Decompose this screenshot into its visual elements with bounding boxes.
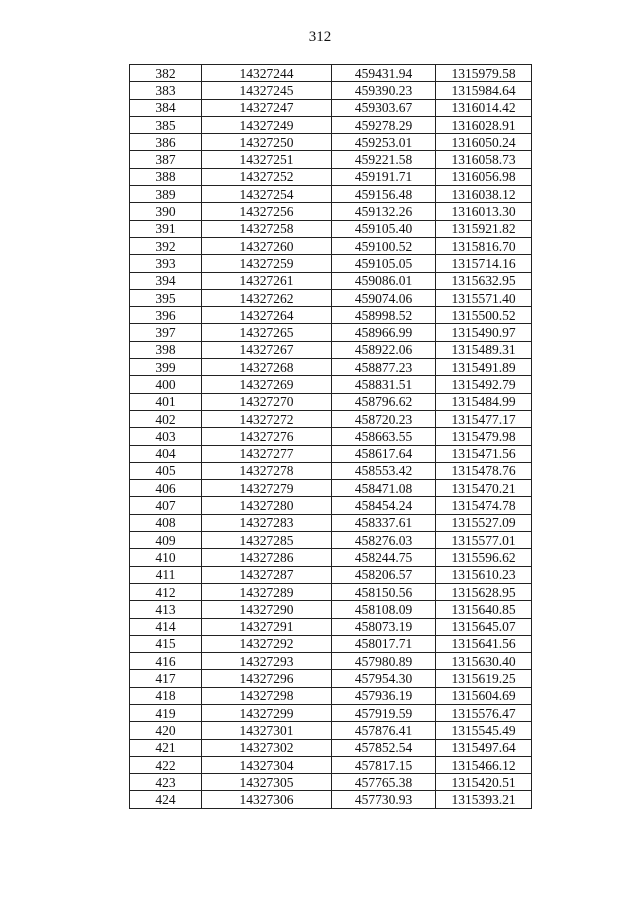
- table-row: [130, 376, 532, 393]
- point-code-cell: 14327258: [202, 220, 332, 237]
- y-coordinate-cell: 1315714.16: [436, 255, 532, 272]
- point-index-cell: 388: [130, 168, 202, 185]
- y-coordinate-cell: 1315500.52: [436, 307, 532, 324]
- x-coordinate-cell: 457817.15: [332, 756, 436, 773]
- x-coordinate-cell: 459253.01: [332, 134, 436, 151]
- table-row: [130, 220, 532, 237]
- y-coordinate-cell: 1315604.69: [436, 687, 532, 704]
- point-code-cell: 14327277: [202, 445, 332, 462]
- point-code-cell: 14327298: [202, 687, 332, 704]
- point-code-cell: 14327269: [202, 376, 332, 393]
- table-row: [130, 65, 532, 82]
- x-coordinate-cell: 459191.71: [332, 168, 436, 185]
- point-index-cell: 415: [130, 635, 202, 652]
- x-coordinate-cell: 458720.23: [332, 410, 436, 427]
- y-coordinate-cell: 1315610.23: [436, 566, 532, 583]
- point-index-cell: 403: [130, 428, 202, 445]
- point-index-cell: 404: [130, 445, 202, 462]
- point-index-cell: 414: [130, 618, 202, 635]
- point-index-cell: 394: [130, 272, 202, 289]
- y-coordinate-cell: 1316013.30: [436, 203, 532, 220]
- x-coordinate-cell: 457936.19: [332, 687, 436, 704]
- table-row: [130, 324, 532, 341]
- x-coordinate-cell: 459431.94: [332, 65, 436, 82]
- table-row: [130, 618, 532, 635]
- y-coordinate-cell: 1315484.99: [436, 393, 532, 410]
- y-coordinate-cell: 1315470.21: [436, 480, 532, 497]
- x-coordinate-cell: 458150.56: [332, 583, 436, 600]
- table-row: [130, 134, 532, 151]
- table-row: [130, 514, 532, 531]
- point-code-cell: 14327304: [202, 756, 332, 773]
- x-coordinate-cell: 459100.52: [332, 237, 436, 254]
- x-coordinate-cell: 459390.23: [332, 82, 436, 99]
- point-index-cell: 412: [130, 583, 202, 600]
- table-row: [130, 151, 532, 168]
- point-code-cell: 14327264: [202, 307, 332, 324]
- x-coordinate-cell: 457730.93: [332, 791, 436, 808]
- x-coordinate-cell: 458276.03: [332, 532, 436, 549]
- point-index-cell: 422: [130, 756, 202, 773]
- y-coordinate-cell: 1315471.56: [436, 445, 532, 462]
- table-row: [130, 601, 532, 618]
- point-code-cell: 14327306: [202, 791, 332, 808]
- table-row: [130, 774, 532, 791]
- table-row: [130, 393, 532, 410]
- x-coordinate-cell: 457954.30: [332, 670, 436, 687]
- point-index-cell: 405: [130, 462, 202, 479]
- table-row: [130, 289, 532, 306]
- y-coordinate-cell: 1315641.56: [436, 635, 532, 652]
- x-coordinate-cell: 458108.09: [332, 601, 436, 618]
- point-code-cell: 14327286: [202, 549, 332, 566]
- x-coordinate-cell: 458966.99: [332, 324, 436, 341]
- point-code-cell: 14327245: [202, 82, 332, 99]
- table-row: [130, 341, 532, 358]
- table-row: [130, 82, 532, 99]
- x-coordinate-cell: 458663.55: [332, 428, 436, 445]
- y-coordinate-cell: 1315474.78: [436, 497, 532, 514]
- x-coordinate-cell: 458073.19: [332, 618, 436, 635]
- point-code-cell: 14327261: [202, 272, 332, 289]
- table-row: [130, 497, 532, 514]
- point-code-cell: 14327249: [202, 116, 332, 133]
- point-index-cell: 382: [130, 65, 202, 82]
- table-row: [130, 653, 532, 670]
- x-coordinate-cell: 459074.06: [332, 289, 436, 306]
- y-coordinate-cell: 1315619.25: [436, 670, 532, 687]
- point-index-cell: 402: [130, 410, 202, 427]
- table-row: [130, 704, 532, 721]
- y-coordinate-cell: 1316038.12: [436, 186, 532, 203]
- point-code-cell: 14327244: [202, 65, 332, 82]
- y-coordinate-cell: 1315645.07: [436, 618, 532, 635]
- point-code-cell: 14327280: [202, 497, 332, 514]
- y-coordinate-cell: 1315921.82: [436, 220, 532, 237]
- point-index-cell: 410: [130, 549, 202, 566]
- y-coordinate-cell: 1315628.95: [436, 583, 532, 600]
- point-code-cell: 14327305: [202, 774, 332, 791]
- point-code-cell: 14327301: [202, 722, 332, 739]
- table-row: [130, 359, 532, 376]
- point-index-cell: 390: [130, 203, 202, 220]
- table-row: [130, 307, 532, 324]
- x-coordinate-cell: 459278.29: [332, 116, 436, 133]
- y-coordinate-cell: 1315571.40: [436, 289, 532, 306]
- table-row: [130, 462, 532, 479]
- x-coordinate-cell: 457980.89: [332, 653, 436, 670]
- table-row: [130, 168, 532, 185]
- table-row: [130, 756, 532, 773]
- y-coordinate-cell: 1315640.85: [436, 601, 532, 618]
- point-index-cell: 384: [130, 99, 202, 116]
- x-coordinate-cell: 459086.01: [332, 272, 436, 289]
- table-row: [130, 670, 532, 687]
- x-coordinate-cell: 459221.58: [332, 151, 436, 168]
- table-row: [130, 722, 532, 739]
- point-index-cell: 386: [130, 134, 202, 151]
- table-row: [130, 480, 532, 497]
- point-index-cell: 385: [130, 116, 202, 133]
- table-row: [130, 116, 532, 133]
- point-index-cell: 391: [130, 220, 202, 237]
- point-code-cell: 14327267: [202, 341, 332, 358]
- table-row: [130, 428, 532, 445]
- table-row: [130, 186, 532, 203]
- point-index-cell: 417: [130, 670, 202, 687]
- point-index-cell: 393: [130, 255, 202, 272]
- point-code-cell: 14327299: [202, 704, 332, 721]
- point-index-cell: 413: [130, 601, 202, 618]
- x-coordinate-cell: 459156.48: [332, 186, 436, 203]
- x-coordinate-cell: 459105.40: [332, 220, 436, 237]
- point-index-cell: 408: [130, 514, 202, 531]
- y-coordinate-cell: 1315545.49: [436, 722, 532, 739]
- y-coordinate-cell: 1315596.62: [436, 549, 532, 566]
- point-code-cell: 14327252: [202, 168, 332, 185]
- y-coordinate-cell: 1315630.40: [436, 653, 532, 670]
- point-index-cell: 400: [130, 376, 202, 393]
- table-row: [130, 566, 532, 583]
- y-coordinate-cell: 1315491.89: [436, 359, 532, 376]
- x-coordinate-cell: 458471.08: [332, 480, 436, 497]
- point-index-cell: 411: [130, 566, 202, 583]
- point-index-cell: 399: [130, 359, 202, 376]
- y-coordinate-cell: 1315489.31: [436, 341, 532, 358]
- point-index-cell: 401: [130, 393, 202, 410]
- page-number: 312: [308, 29, 332, 45]
- point-code-cell: 14327289: [202, 583, 332, 600]
- table-row: [130, 272, 532, 289]
- point-code-cell: 14327278: [202, 462, 332, 479]
- point-index-cell: 421: [130, 739, 202, 756]
- point-code-cell: 14327272: [202, 410, 332, 427]
- table-row: [130, 583, 532, 600]
- x-coordinate-cell: 458206.57: [332, 566, 436, 583]
- table-row: [130, 410, 532, 427]
- x-coordinate-cell: 458831.51: [332, 376, 436, 393]
- y-coordinate-cell: 1315979.58: [436, 65, 532, 82]
- point-code-cell: 14327247: [202, 99, 332, 116]
- y-coordinate-cell: 1315632.95: [436, 272, 532, 289]
- point-code-cell: 14327256: [202, 203, 332, 220]
- point-index-cell: 416: [130, 653, 202, 670]
- table-row: [130, 255, 532, 272]
- point-index-cell: 407: [130, 497, 202, 514]
- y-coordinate-cell: 1315477.17: [436, 410, 532, 427]
- point-index-cell: 423: [130, 774, 202, 791]
- x-coordinate-cell: 458553.42: [332, 462, 436, 479]
- point-code-cell: 14327279: [202, 480, 332, 497]
- table-row: [130, 203, 532, 220]
- y-coordinate-cell: 1315490.97: [436, 324, 532, 341]
- point-index-cell: 418: [130, 687, 202, 704]
- y-coordinate-cell: 1316058.73: [436, 151, 532, 168]
- point-index-cell: 392: [130, 237, 202, 254]
- x-coordinate-cell: 458998.52: [332, 307, 436, 324]
- point-index-cell: 396: [130, 307, 202, 324]
- x-coordinate-cell: 458617.64: [332, 445, 436, 462]
- point-code-cell: 14327259: [202, 255, 332, 272]
- point-code-cell: 14327270: [202, 393, 332, 410]
- point-index-cell: 409: [130, 532, 202, 549]
- point-code-cell: 14327254: [202, 186, 332, 203]
- point-code-cell: 14327293: [202, 653, 332, 670]
- point-code-cell: 14327268: [202, 359, 332, 376]
- point-code-cell: 14327292: [202, 635, 332, 652]
- point-index-cell: 397: [130, 324, 202, 341]
- point-code-cell: 14327290: [202, 601, 332, 618]
- x-coordinate-cell: 458877.23: [332, 359, 436, 376]
- y-coordinate-cell: 1315478.76: [436, 462, 532, 479]
- point-code-cell: 14327276: [202, 428, 332, 445]
- x-coordinate-cell: 458922.06: [332, 341, 436, 358]
- x-coordinate-cell: 458337.61: [332, 514, 436, 531]
- table-row: [130, 687, 532, 704]
- table-row: [130, 549, 532, 566]
- x-coordinate-cell: 457876.41: [332, 722, 436, 739]
- table-row: [130, 445, 532, 462]
- point-code-cell: 14327265: [202, 324, 332, 341]
- x-coordinate-cell: 457765.38: [332, 774, 436, 791]
- point-index-cell: 387: [130, 151, 202, 168]
- y-coordinate-cell: 1315492.79: [436, 376, 532, 393]
- point-index-cell: 406: [130, 480, 202, 497]
- x-coordinate-cell: 457852.54: [332, 739, 436, 756]
- x-coordinate-cell: 459132.26: [332, 203, 436, 220]
- point-code-cell: 14327262: [202, 289, 332, 306]
- point-index-cell: 424: [130, 791, 202, 808]
- table-row: [130, 635, 532, 652]
- y-coordinate-cell: 1315816.70: [436, 237, 532, 254]
- table-body: [130, 65, 532, 809]
- y-coordinate-cell: 1316056.98: [436, 168, 532, 185]
- point-index-cell: 419: [130, 704, 202, 721]
- point-code-cell: 14327302: [202, 739, 332, 756]
- y-coordinate-cell: 1315527.09: [436, 514, 532, 531]
- y-coordinate-cell: 1316028.91: [436, 116, 532, 133]
- y-coordinate-cell: 1316014.42: [436, 99, 532, 116]
- x-coordinate-cell: 458244.75: [332, 549, 436, 566]
- point-code-cell: 14327251: [202, 151, 332, 168]
- point-code-cell: 14327260: [202, 237, 332, 254]
- point-code-cell: 14327250: [202, 134, 332, 151]
- y-coordinate-cell: 1316050.24: [436, 134, 532, 151]
- point-code-cell: 14327287: [202, 566, 332, 583]
- y-coordinate-cell: 1315420.51: [436, 774, 532, 791]
- point-code-cell: 14327296: [202, 670, 332, 687]
- coordinates-table: [129, 64, 532, 809]
- x-coordinate-cell: 459105.05: [332, 255, 436, 272]
- x-coordinate-cell: 459303.67: [332, 99, 436, 116]
- table-row: [130, 532, 532, 549]
- y-coordinate-cell: 1315479.98: [436, 428, 532, 445]
- y-coordinate-cell: 1315497.64: [436, 739, 532, 756]
- x-coordinate-cell: 457919.59: [332, 704, 436, 721]
- y-coordinate-cell: 1315466.12: [436, 756, 532, 773]
- table-row: [130, 791, 532, 808]
- point-code-cell: 14327283: [202, 514, 332, 531]
- point-code-cell: 14327291: [202, 618, 332, 635]
- point-index-cell: 389: [130, 186, 202, 203]
- x-coordinate-cell: 458796.62: [332, 393, 436, 410]
- table-row: [130, 99, 532, 116]
- point-index-cell: 420: [130, 722, 202, 739]
- point-index-cell: 383: [130, 82, 202, 99]
- point-index-cell: 395: [130, 289, 202, 306]
- x-coordinate-cell: 458017.71: [332, 635, 436, 652]
- y-coordinate-cell: 1315393.21: [436, 791, 532, 808]
- point-code-cell: 14327285: [202, 532, 332, 549]
- table-row: [130, 739, 532, 756]
- y-coordinate-cell: 1315984.64: [436, 82, 532, 99]
- y-coordinate-cell: 1315576.47: [436, 704, 532, 721]
- point-index-cell: 398: [130, 341, 202, 358]
- y-coordinate-cell: 1315577.01: [436, 532, 532, 549]
- table-row: [130, 237, 532, 254]
- x-coordinate-cell: 458454.24: [332, 497, 436, 514]
